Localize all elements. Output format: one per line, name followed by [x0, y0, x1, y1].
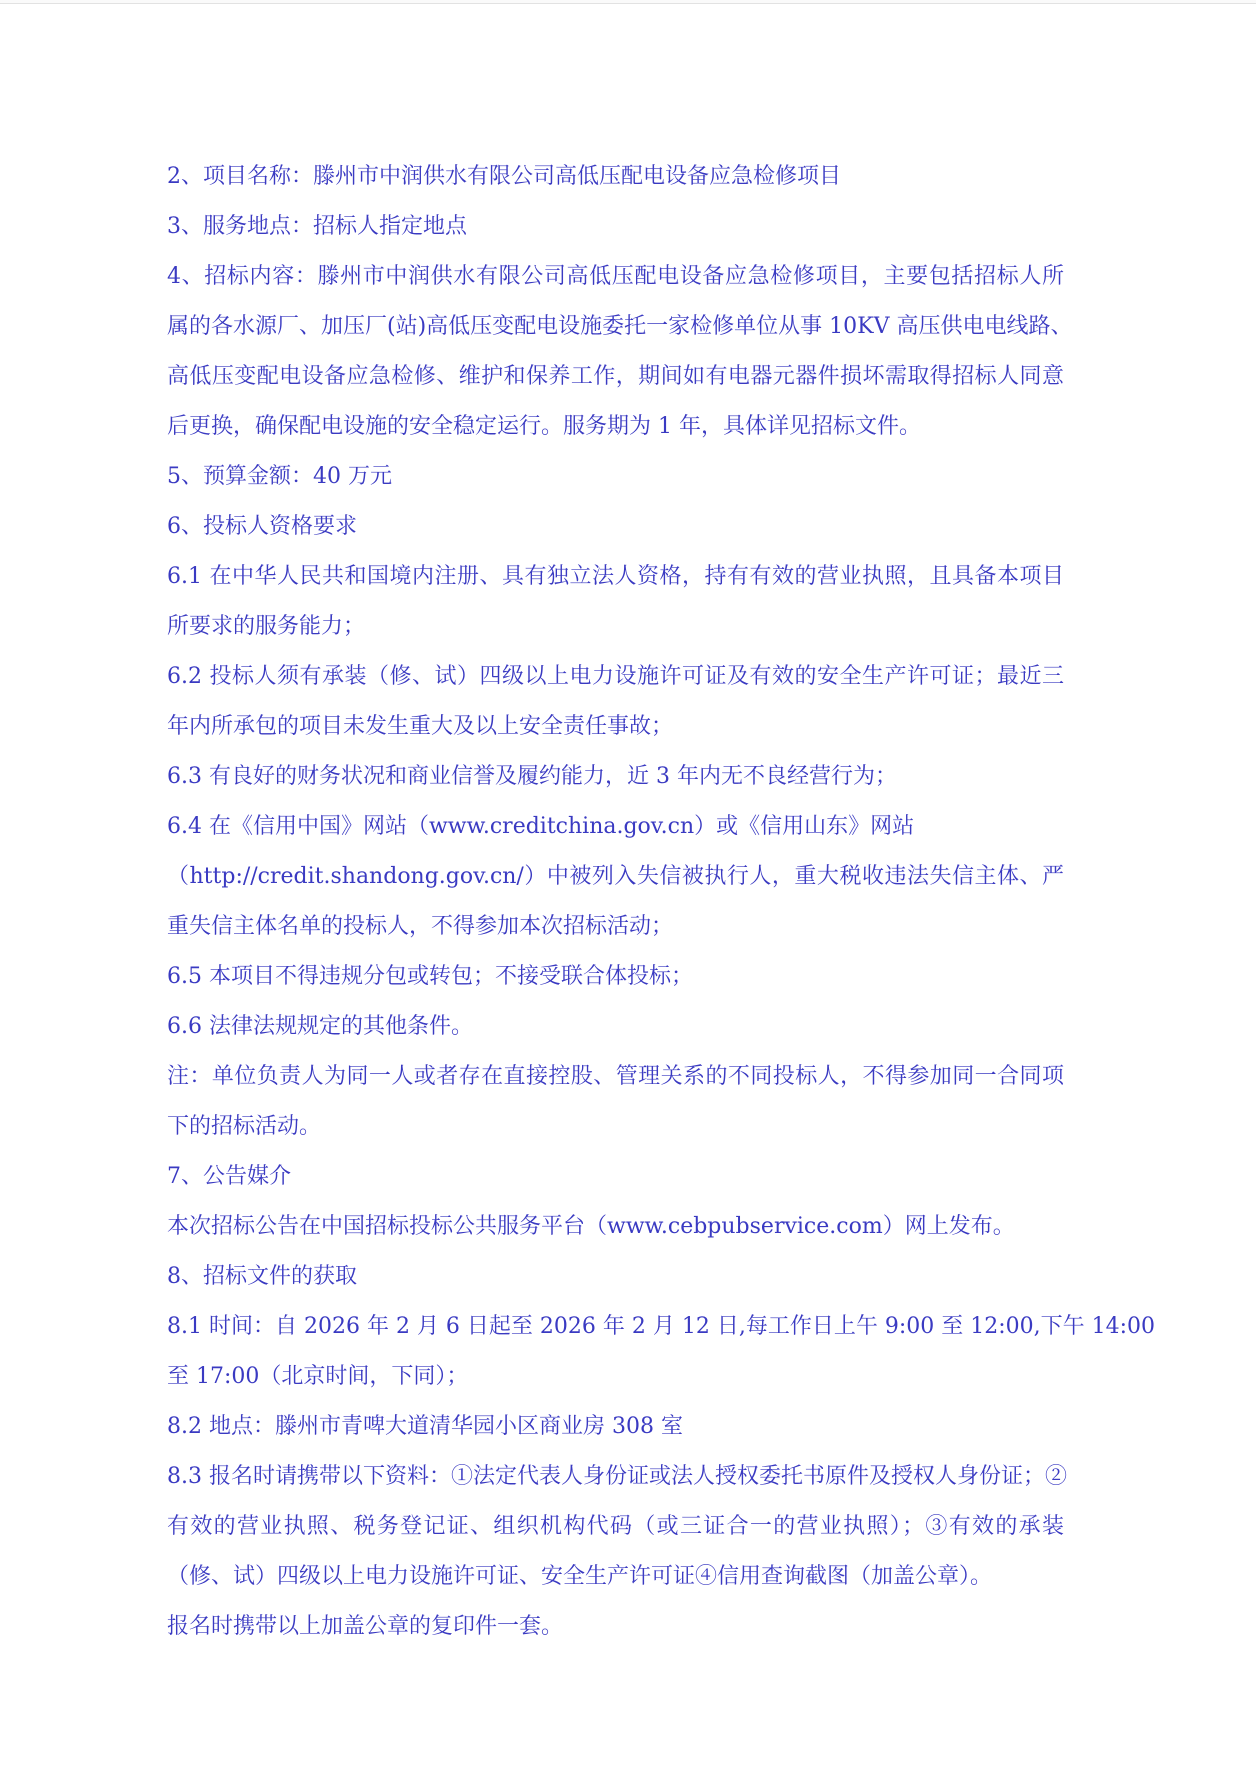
text-line: 7、公告媒介 [167, 1164, 291, 1189]
text-line: 3、服务地点：招标人指定地点 [167, 214, 467, 239]
clause-media-heading [167, 1152, 1064, 1202]
clause-media-body [167, 1202, 1064, 1252]
clause-acquisition-time [167, 1302, 1156, 1402]
tender-notice-body [167, 152, 1156, 1652]
text-line: 所要求的服务能力； [167, 614, 366, 639]
clause-acquisition-materials [167, 1452, 1067, 1602]
clause-qualification-6-5 [167, 952, 1064, 1002]
clause-qualification-6-3 [167, 752, 1064, 802]
clause-acquisition-location [167, 1402, 1064, 1452]
text-line: 6.1 在中华人民共和国境内注册、具有独立法人资格，持有有效的营业执照，且具备本项目 [167, 564, 1064, 589]
clause-service-location [167, 202, 1064, 252]
text-line: 6.5 本项目不得违规分包或转包；不接受联合体投标； [167, 964, 693, 989]
page-top-divider [0, 0, 1256, 4]
text-line: 6.2 投标人须有承装（修、试）四级以上电力设施许可证及有效的安全生产许可证；最近三 [167, 664, 1064, 689]
text-line: 有效的营业执照、税务登记证、组织机构代码（或三证合一的营业执照）；③有效的承装 [167, 1514, 1064, 1539]
text-line: 8.3 报名时请携带以下资料：①法定代表人身份证或法人授权委托书原件及授权人身份证；② [167, 1464, 1067, 1489]
text-line: 8.2 地点：滕州市青啤大道清华园小区商业房 308 室 [167, 1414, 683, 1439]
text-line: 重失信主体名单的投标人，不得参加本次招标活动； [167, 914, 674, 939]
text-line: 后更换，确保配电设施的安全稳定运行。服务期为 1 年，具体详见招标文件。 [167, 414, 921, 439]
text-line: 高低压变配电设备应急检修、维护和保养工作，期间如有电器元器件损坏需取得招标人同意 [167, 364, 1064, 389]
clause-acquisition-heading [167, 1252, 1064, 1302]
clause-qualification-heading [167, 502, 1064, 552]
text-line: 6.6 法律法规规定的其他条件。 [167, 1014, 473, 1039]
text-line: 至 17:00（北京时间，下同）； [167, 1364, 469, 1389]
text-line: 年内所承包的项目未发生重大及以上安全责任事故； [167, 714, 674, 739]
text-line: （修、试）四级以上电力设施许可证、安全生产许可证④信用查询截图（加盖公章）。 [167, 1564, 993, 1589]
text-line: 8.1 时间：自 2026 年 2 月 6 日起至 2026 年 2 月 12 日,每工作日上午 9:00 至 12:00,下午 14:00 [167, 1314, 1156, 1339]
clause-qualification-6-6 [167, 1002, 1064, 1052]
clause-qualification-6-4 [167, 802, 1064, 952]
text-line: 6.3 有良好的财务状况和商业信誉及履约能力，近 3 年内无不良经营行为； [167, 764, 897, 789]
clause-qualification-6-1 [167, 552, 1064, 652]
clause-project-name [167, 152, 1064, 202]
text-line: 报名时携带以上加盖公章的复印件一套。 [167, 1614, 564, 1639]
text-line: 8、招标文件的获取 [167, 1264, 357, 1289]
clause-copies-note [167, 1602, 1064, 1652]
text-line: （http://credit.shandong.gov.cn/）中被列入失信被执行人，重大税收违法失信主体、严 [167, 864, 1064, 889]
clause-bid-content [167, 252, 1073, 452]
text-line: 6.4 在《信用中国》网站（www.creditchina.gov.cn）或《信用山东》网站 [167, 814, 915, 839]
text-line: 6、投标人资格要求 [167, 514, 357, 539]
clause-qualification-6-2 [167, 652, 1064, 752]
clause-note [167, 1052, 1064, 1152]
clause-budget [167, 452, 1064, 502]
text-line: 注：单位负责人为同一人或者存在直接控股、管理关系的不同投标人，不得参加同一合同项 [167, 1064, 1064, 1089]
text-line: 本次招标公告在中国招标投标公共服务平台（www.cebpubservice.com）网上发布。 [167, 1214, 1015, 1239]
text-line: 4、招标内容：滕州市中润供水有限公司高低压配电设备应急检修项目，主要包括招标人所 [167, 264, 1064, 289]
text-line: 2、项目名称：滕州市中润供水有限公司高低压配电设备应急检修项目 [167, 164, 841, 189]
text-line: 属的各水源厂、加压厂(站)高低压变配电设施委托一家检修单位从事 10KV 高压供电电线路、 [167, 314, 1073, 339]
text-line: 5、预算金额：40 万元 [167, 464, 392, 489]
text-line: 下的招标活动。 [167, 1114, 322, 1139]
